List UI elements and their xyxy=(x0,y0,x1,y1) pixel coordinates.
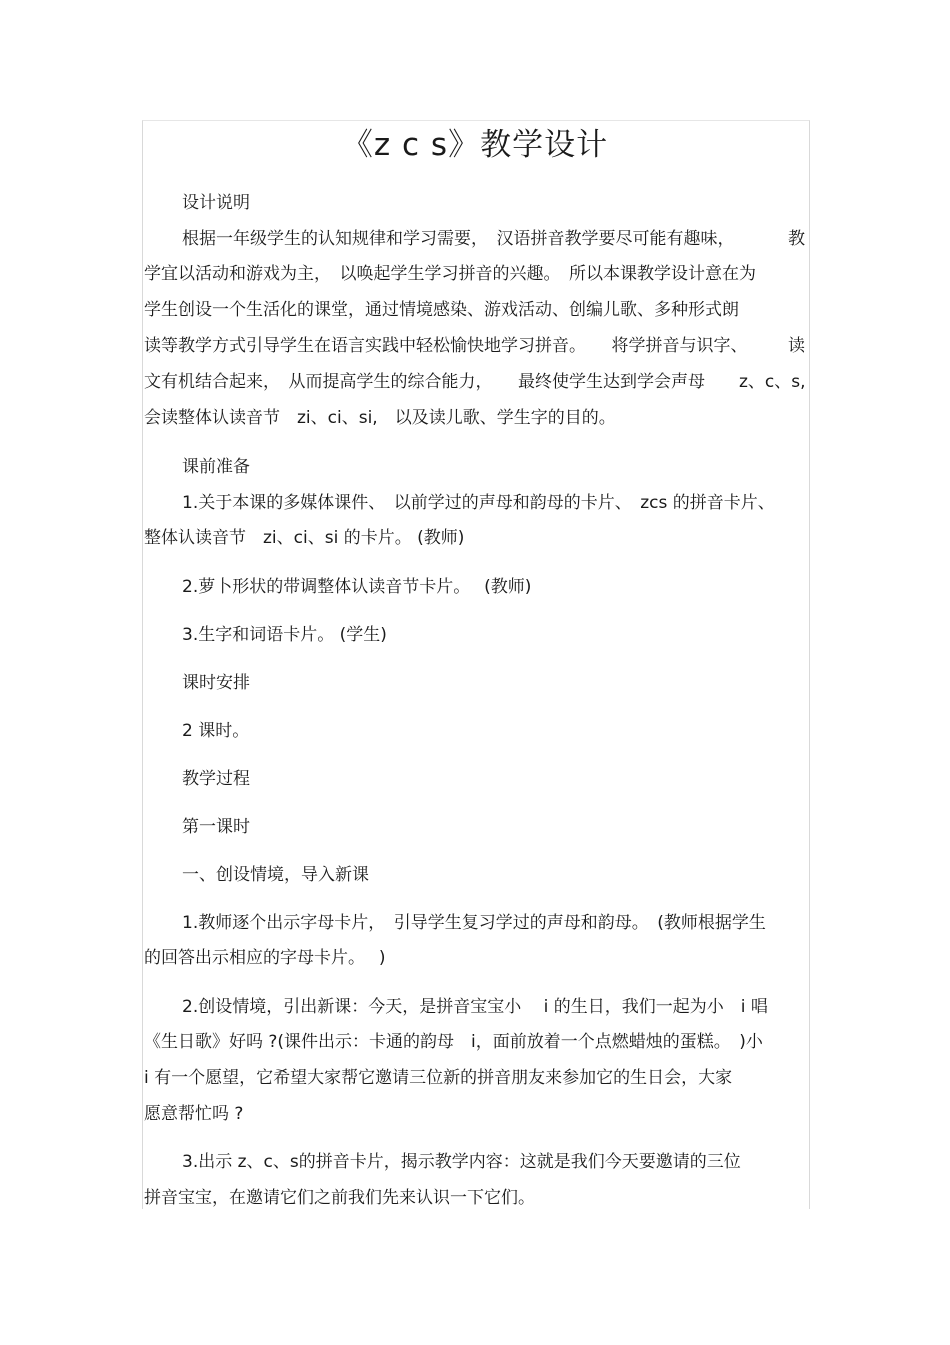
design-note-line-6: 会读整体认读音节 zi、ci、si, 以及读儿歌、学生字的目的。 xyxy=(144,408,616,428)
prep-item-3: 3.生字和词语卡片。 (学生) xyxy=(182,625,387,645)
step-2-line-4: 愿意帮忙吗 ? xyxy=(144,1104,244,1124)
document-title: 《z c s》教学设计 xyxy=(341,127,609,163)
section-heading-process: 教学过程 xyxy=(182,769,250,789)
schedule-value: 2 课时。 xyxy=(182,721,250,741)
prep-item-1-line-1: 1.关于本课的多媒体课件、 以前学过的声母和韵母的卡片、 zcs 的拼音卡片、 xyxy=(182,493,775,513)
design-note-line-4: 读等教学方式引导学生在语言实践中轻松愉快地学习拼音。 将学拼音与识字、 xyxy=(144,336,748,356)
step-1-line-1: 1.教师逐个出示字母卡片， 引导学生复习学过的声母和韵母。 (教师根据学生 xyxy=(182,913,766,933)
design-note-line-2: 学宜以活动和游戏为主， 以唤起学生学习拼音的兴趣。 所以本课教学设计意在为 xyxy=(144,264,756,284)
step-one-heading: 一、创设情境，导入新课 xyxy=(182,865,369,885)
prep-item-2: 2.萝卜形状的带调整体认读音节卡片。 (教师) xyxy=(182,577,532,597)
step-3-line-1: 3.出示 z、c、s的拼音卡片，揭示教学内容：这就是我们今天要邀请的三位 xyxy=(182,1152,741,1172)
design-note-line-1: 根据一年级学生的认知规律和学习需要， 汉语拼音教学要尽可能有趣味， xyxy=(182,229,735,249)
prep-item-1-line-2: 整体认读音节 zi、ci、si 的卡片。 (教师) xyxy=(144,528,465,548)
section-heading-schedule: 课时安排 xyxy=(182,673,250,693)
step-3-line-2: 拼音宝宝，在邀请它们之前我们先来认识一下它们。 xyxy=(144,1188,535,1208)
design-note-line-3: 学生创设一个生活化的课堂，通过情境感染、游戏活动、创编儿歌、多种形式朗 xyxy=(144,300,739,320)
design-note-line-4-tail: 读 xyxy=(788,336,805,356)
step-1-line-2: 的回答出示相应的字母卡片。 ) xyxy=(144,948,386,968)
step-2-line-3: i 有一个愿望，它希望大家帮它邀请三位新的拼音朋友来参加它的生日会，大家 xyxy=(144,1068,733,1088)
step-2-line-1: 2.创设情境，引出新课：今天，是拼音宝宝小 i 的生日，我们一起为小 i 唱 xyxy=(182,997,768,1017)
lesson-one-heading: 第一课时 xyxy=(182,817,250,837)
section-heading-design-note: 设计说明 xyxy=(182,193,250,213)
design-note-line-1-tail: 教 xyxy=(788,229,805,249)
section-heading-preparation: 课前准备 xyxy=(182,457,250,477)
design-note-line-5: 文有机结合起来， 从而提高学生的综合能力， 最终使学生达到学会声母 z、c、s, xyxy=(144,372,806,392)
step-2-line-2: 《生日歌》好吗 ?(课件出示：卡通的韵母 i，面前放着一个点燃蜡烛的蛋糕。 )小 xyxy=(144,1032,763,1052)
